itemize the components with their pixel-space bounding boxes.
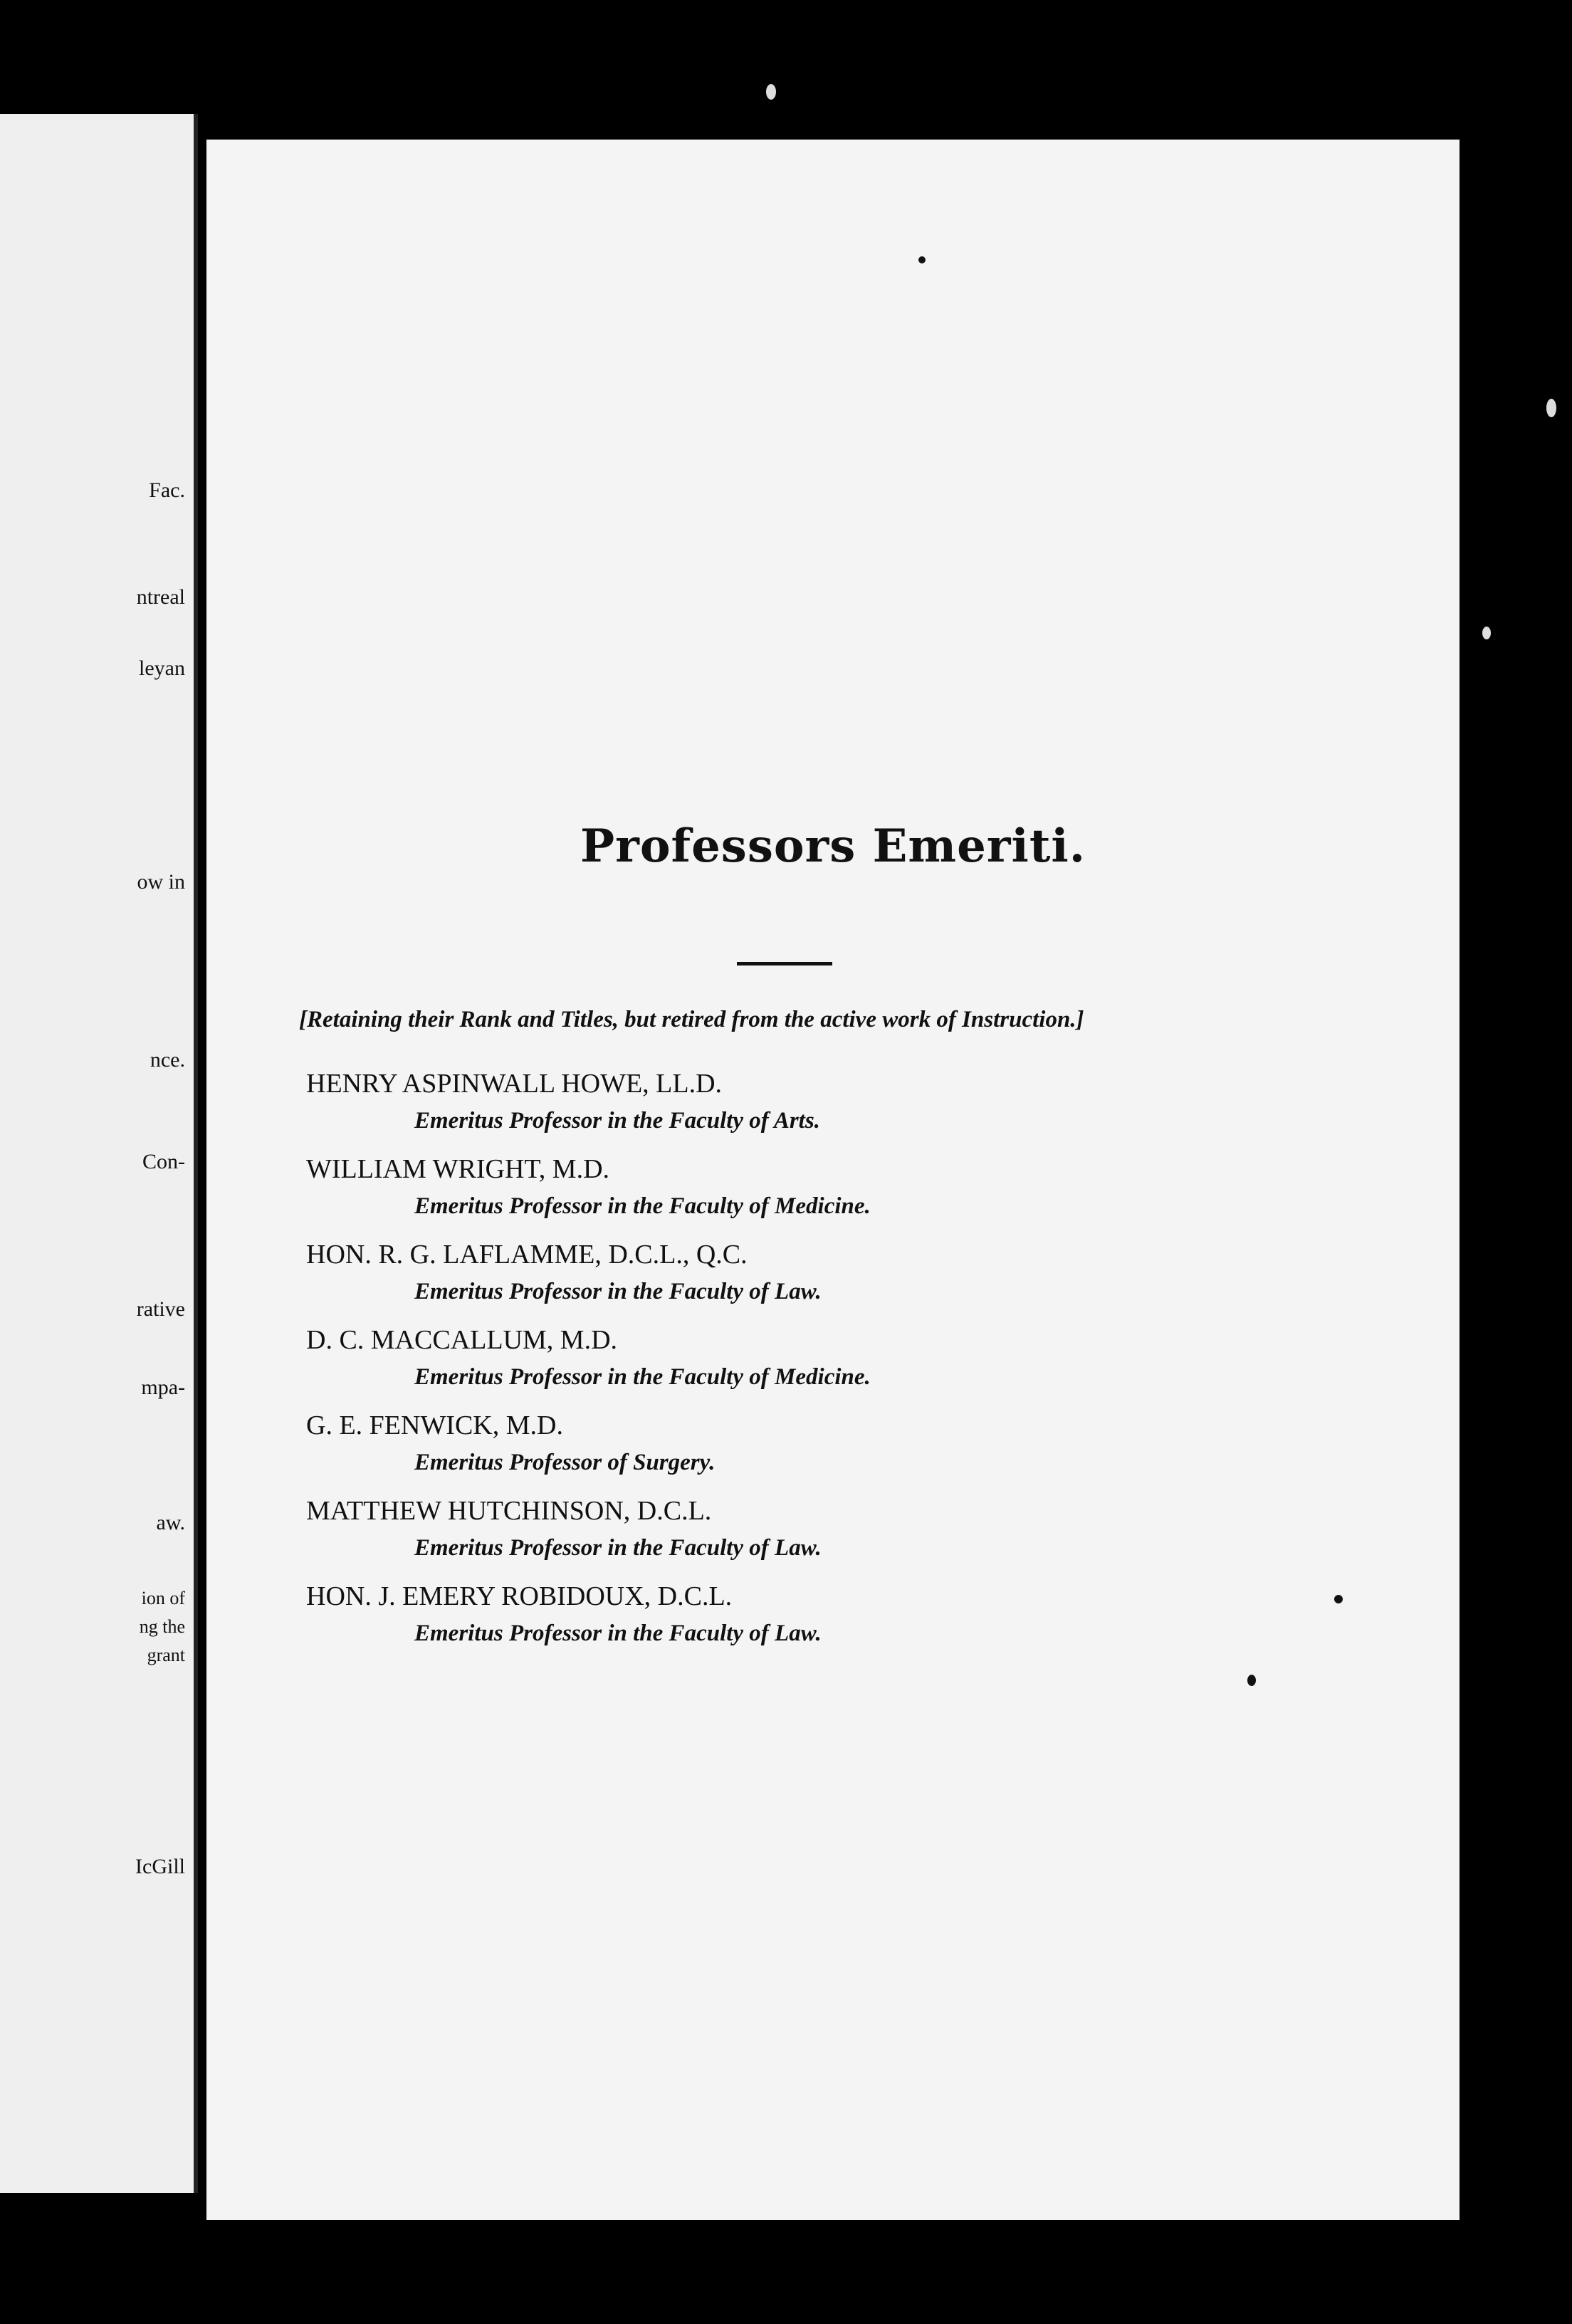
left-page-fragment: IcGill (135, 1855, 185, 1878)
retirement-note: [Retaining their Rank and Titles, but retired from the active work of Instruction.] (299, 1007, 1084, 1032)
scan-speck (1546, 399, 1556, 417)
professor-title: Emeritus Professor in the Faculty of Law. (414, 1279, 822, 1304)
left-page-fragment: ow in (137, 870, 185, 894)
left-page-fragment: nce. (150, 1048, 185, 1072)
scan-speck (1247, 1675, 1256, 1686)
left-page-fragment: mpa- (141, 1376, 185, 1399)
professor-name: HON. J. EMERY ROBIDOUX, D.C.L. (306, 1581, 733, 1611)
list-item (306, 1236, 1403, 1321)
list-item (306, 1065, 1403, 1151)
left-page-fragment: leyan (139, 656, 185, 680)
professor-title: Emeritus Professor of Surgery. (414, 1450, 716, 1475)
scan-speck (1334, 1595, 1343, 1603)
page-heading: Professors Emeriti. (580, 820, 1086, 873)
professor-title: Emeritus Professor in the Faculty of Arts. (414, 1108, 820, 1134)
professor-name: HENRY ASPINWALL HOWE, LL.D. (306, 1069, 723, 1099)
professor-title: Emeritus Professor in the Faculty of Law. (414, 1535, 822, 1561)
professor-title: Emeritus Professor in the Faculty of Medicine. (414, 1364, 871, 1390)
left-page-fragment: Con- (142, 1150, 185, 1173)
list-item (306, 1578, 1403, 1663)
left-page-fragment: grant (147, 1645, 185, 1665)
list-item (306, 1492, 1403, 1578)
scan-speck (766, 84, 776, 100)
professor-name: WILLIAM WRIGHT, M.D. (306, 1154, 610, 1184)
left-page-fragment: ng the (139, 1616, 185, 1637)
left-page-fragment: Fac. (149, 478, 185, 502)
left-page-strip (0, 114, 198, 2193)
list-item (306, 1407, 1403, 1492)
scan-speck (1482, 627, 1491, 639)
left-page-fragment: rative (136, 1297, 185, 1321)
heading-rule (737, 962, 832, 965)
left-page-fragment: ion of (141, 1588, 185, 1608)
professor-name: MATTHEW HUTCHINSON, D.C.L. (306, 1496, 712, 1526)
professor-list (306, 1065, 1403, 1663)
professor-title: Emeritus Professor in the Faculty of Law. (414, 1621, 822, 1646)
professor-title: Emeritus Professor in the Faculty of Medicine. (414, 1193, 871, 1219)
list-item (306, 1321, 1403, 1407)
document-page (206, 140, 1460, 2220)
scan-speck (918, 256, 926, 263)
professor-name: D. C. MACCALLUM, M.D. (306, 1325, 618, 1355)
left-page-fragment: ntreal (136, 585, 185, 609)
list-item (306, 1151, 1403, 1236)
professor-name: G. E. FENWICK, M.D. (306, 1410, 563, 1440)
professor-name: HON. R. G. LAFLAMME, D.C.L., Q.C. (306, 1240, 748, 1270)
left-page-fragment: aw. (156, 1511, 185, 1534)
